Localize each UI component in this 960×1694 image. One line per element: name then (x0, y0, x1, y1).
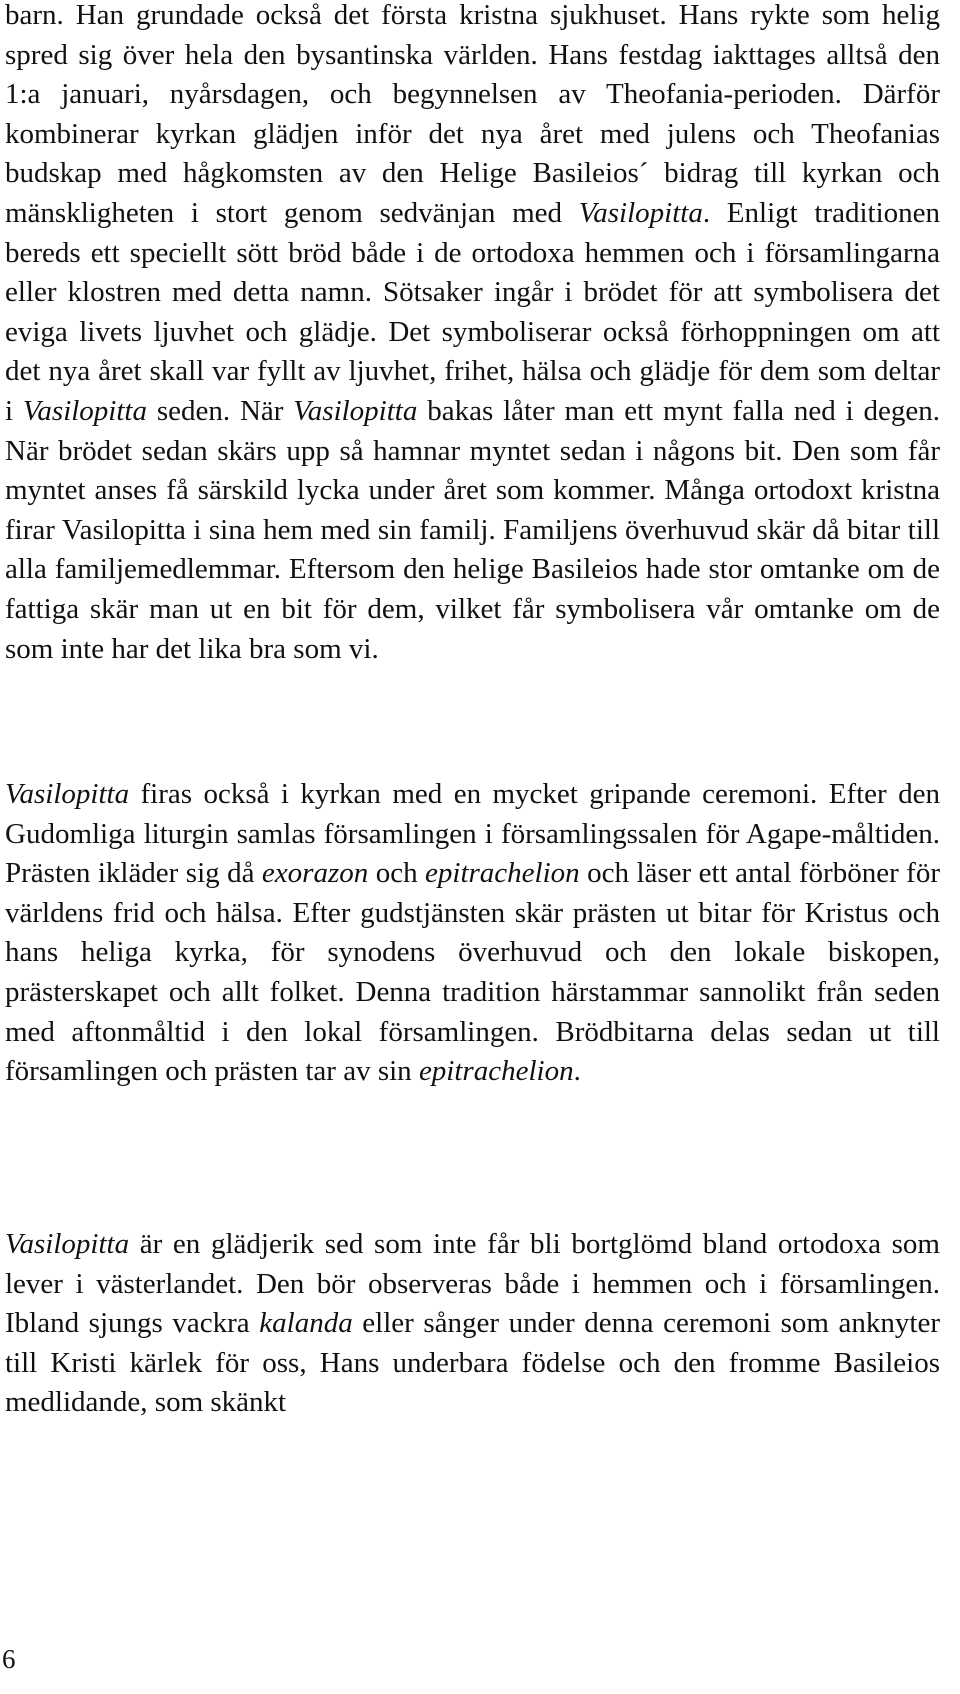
italic-term: Vasilopitta (5, 1228, 130, 1260)
paragraph-text: och (368, 857, 426, 890)
paragraph-text: är en glädjerik sed som inte får bli bortglömd bland ortodoxa som lever i västerlandet. Den bör observeras både i hemmen och i församlingen. Ibland sjungs vackra (5, 1228, 940, 1340)
paragraph-text: seden. När (146, 394, 294, 427)
paragraph-text: firas också i kyrkan med en mycket gripande ceremoni. Efter den Gudomliga liturgin samlas församlingen i församlingssalen för Agape-måltiden. Prästen ikläder sig då (5, 778, 940, 890)
italic-term: epitrachelion (418, 1055, 574, 1088)
italic-term: Vasilopitta (22, 394, 147, 427)
italic-term: epitrachelion (425, 857, 580, 890)
paragraph-1 (5, 0, 940, 669)
paragraph-text: . (573, 1055, 581, 1088)
italic-term: Vasilopitta (293, 394, 418, 427)
paragraph-3 (5, 1225, 940, 1423)
italic-term: Vasilopitta (5, 778, 130, 810)
italic-term: kalanda (259, 1307, 353, 1340)
paragraph-text: eller sånger under denna ceremoni som anknyter till Kristi kärlek för oss, Hans underbara födelse och den fromme Basileios medlidande, som skänkt (5, 1307, 940, 1419)
italic-term: Vasilopitta (578, 196, 703, 229)
paragraph-text: och läser ett antal förböner för världens frid och hälsa. Efter gudstjänsten skär prästen ut bitar för Kristus och hans heliga kyrka, för synodens överhuvud och den lokale biskopen, prästerskapet och allt folket. Denna tradition härstammar sannolikt från seden med aftonmåltid i den lokal församlingen. Brödbitarna delas sedan ut till församlingen och prästen tar av sin (5, 857, 940, 1088)
paragraph-text: barn. Han grundade också det första kristna sjukhuset. Hans rykte som helig spred sig över hela den bysantinska världen. Hans festdag iakttages alltså den 1:a januari, nyårsdagen, och begynnelsen av Theofania-perioden. Därför kombinerar kyrkan glädjen inför det nya året med julens och Theofanias budskap med hågkomsten av den Helige Basileios´ bidrag till kyrkan och mänskligheten i stort genom sedvänjan med (5, 0, 940, 229)
paragraph-text: bakas låter man ett mynt falla ned i degen. När brödet sedan skärs upp så hamnar myntet sedan i någons bit. Den som får myntet anses få särskild lycka under året som kommer. Många ortodoxt kristna firar Vasilopitta i sina hem med sin familj. Familjens överhuvud skär då bitar till alla familjemedlemmar. Eftersom den helige Basileios hade stor omtanke om de fattiga skär man ut en bit för dem, vilket får symbolisera vår omtanke om de som inte har det lika bra som vi. (5, 394, 940, 665)
paragraph-2 (5, 775, 940, 1092)
paragraph-text: . Enligt traditionen bereds ett speciellt sött bröd både i de ortodoxa hemmen och i församlingarna eller klostren med detta namn. Sötsaker ingår i brödet för att symbolisera det eviga livets ljuvhet och glädje. Det symboliserar också förhoppningen om att det nya året skall var fyllt av ljuvhet, frihet, hälsa och glädje för dem som deltar i (5, 196, 941, 427)
italic-term: exorazon (261, 857, 369, 890)
page-number: 6 (2, 1644, 16, 1674)
